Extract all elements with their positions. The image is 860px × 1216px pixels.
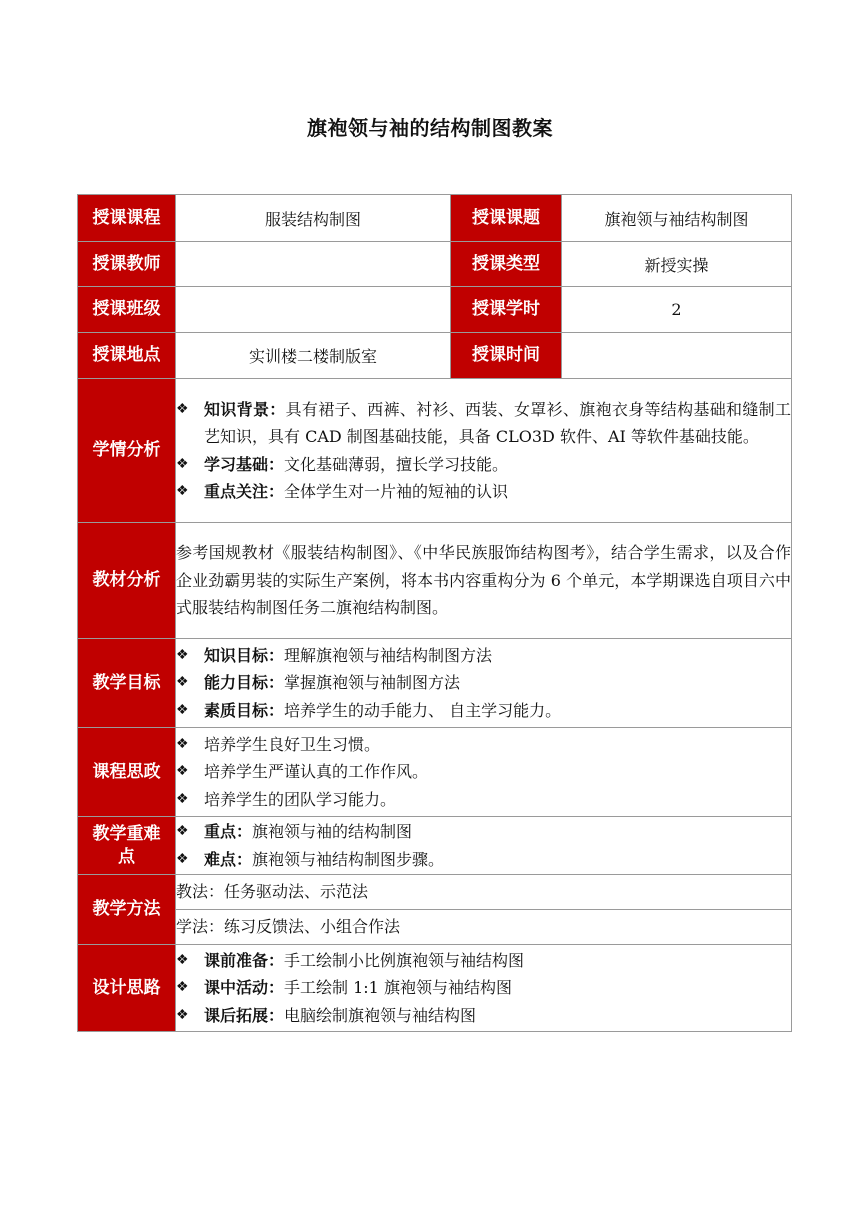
lesson-plan-table xyxy=(77,194,792,1032)
item-key: 学习基础： xyxy=(204,454,285,474)
diamond-bullet-icon: ❖ xyxy=(176,483,189,499)
item-text: 全体学生对一片袖的短袖的认识 xyxy=(284,482,509,501)
type-label: 授课类型 xyxy=(451,242,562,287)
item-text: 掌握旗袍领与袖制图方法 xyxy=(284,673,461,693)
list-item xyxy=(176,974,791,1002)
teacher-label: 授课教师 xyxy=(78,242,176,287)
list-item xyxy=(176,669,791,697)
diamond-bullet-icon: ❖ xyxy=(176,674,189,691)
list-item xyxy=(176,451,791,479)
list-item xyxy=(176,1002,791,1030)
item-key: 难点： xyxy=(204,849,253,869)
item-key: 素质目标： xyxy=(204,700,285,720)
class-label: 授课班级 xyxy=(78,287,176,333)
diamond-bullet-icon: ❖ xyxy=(176,951,189,968)
item-text: 培养学生的团队学习能力。 xyxy=(204,789,397,809)
design-ideas-content xyxy=(176,945,792,1032)
row-key-difficult-points xyxy=(78,817,792,875)
teaching-goals-content xyxy=(176,639,792,728)
item-text: 文化基础薄弱，擅长学习技能。 xyxy=(284,454,509,474)
item-text: 旗袍领与袖结构制图步骤。 xyxy=(252,849,445,869)
textbook-analysis-label: 教材分析 xyxy=(78,523,176,639)
type-value: 新授实操 xyxy=(562,242,792,287)
diamond-bullet-icon: ❖ xyxy=(176,790,189,807)
list-item xyxy=(176,818,791,846)
item-text: 培养学生的动手能力、 自主学习能力。 xyxy=(284,700,562,720)
row-textbook-analysis xyxy=(78,523,792,639)
item-key: 重点： xyxy=(204,822,253,841)
list-item xyxy=(176,786,791,814)
row-class xyxy=(78,287,792,333)
row-teaching-methods xyxy=(78,875,792,910)
item-key: 能力目标： xyxy=(204,673,285,693)
course-ideology-content xyxy=(176,728,792,817)
diamond-bullet-icon: ❖ xyxy=(176,979,189,996)
hours-label: 授课学时 xyxy=(451,287,562,333)
learner-analysis-label: 学情分析 xyxy=(78,379,176,523)
list-item xyxy=(176,697,791,725)
topic-value: 旗袍领与袖结构制图 xyxy=(562,195,792,242)
diamond-bullet-icon: ❖ xyxy=(176,701,189,718)
place-value: 实训楼二楼制版室 xyxy=(176,333,451,379)
item-text: 旗袍领与袖的结构制图 xyxy=(252,822,413,841)
list-item xyxy=(176,478,791,506)
item-key: 课前准备： xyxy=(204,950,285,970)
teaching-method: 教法：任务驱动法、示范法 xyxy=(176,875,792,910)
teaching-goals-label: 教学目标 xyxy=(78,639,176,728)
diamond-bullet-icon: ❖ xyxy=(176,823,189,839)
design-ideas-label: 设计思路 xyxy=(78,945,176,1032)
time-value xyxy=(562,333,792,379)
item-text: 培养学生严谨认真的工作作风。 xyxy=(204,762,429,782)
key-difficult-points-label xyxy=(78,817,176,875)
document-title: 旗袍领与袖的结构制图教案 xyxy=(307,116,553,140)
diamond-bullet-icon: ❖ xyxy=(176,850,189,867)
row-place xyxy=(78,333,792,379)
topic-label: 授课课题 xyxy=(451,195,562,242)
diamond-bullet-icon: ❖ xyxy=(176,400,189,417)
item-key: 知识背景： xyxy=(204,399,286,419)
hours-value: 2 xyxy=(562,287,792,333)
textbook-analysis-content xyxy=(176,523,792,639)
key-difficult-points-content xyxy=(176,817,792,875)
item-key: 重点关注： xyxy=(204,482,285,501)
teacher-value xyxy=(176,242,451,287)
row-learning-methods xyxy=(78,910,792,945)
list-item xyxy=(176,846,791,874)
diamond-bullet-icon: ❖ xyxy=(176,1006,189,1023)
diamond-bullet-icon: ❖ xyxy=(176,735,189,752)
list-item xyxy=(176,642,791,670)
course-label: 授课课程 xyxy=(78,195,176,242)
item-key: 知识目标： xyxy=(204,645,285,665)
label-line: 教学重难 xyxy=(92,824,161,845)
row-course-ideology xyxy=(78,728,792,817)
course-ideology-label: 课程思政 xyxy=(78,728,176,817)
list-item xyxy=(176,731,791,759)
row-learner-analysis xyxy=(78,379,792,523)
textbook-paragraph: 参考国规教材《服装结构制图》、《中华民族服饰结构图考》，结合学生需求，以及合作企业劲霸男装的实际生产案例，将本书内容重构分为 6 个单元，本学期课选自项目六中式服装结构制图任务二旗袍结构制图。 xyxy=(176,543,791,618)
list-item xyxy=(176,396,791,451)
item-text: 电脑绘制旗袍领与袖结构图 xyxy=(284,1005,477,1025)
diamond-bullet-icon: ❖ xyxy=(176,763,189,780)
learning-method: 学法：练习反馈法、小组合作法 xyxy=(176,910,792,945)
place-label: 授课地点 xyxy=(78,333,176,379)
list-item xyxy=(176,947,791,975)
list-item xyxy=(176,758,791,786)
class-value xyxy=(176,287,451,333)
item-text: 手工绘制 1:1 旗袍领与袖结构图 xyxy=(284,978,512,998)
label-line: 点 xyxy=(118,846,135,867)
row-design-ideas xyxy=(78,945,792,1032)
row-teaching-goals xyxy=(78,639,792,728)
course-value: 服装结构制图 xyxy=(176,195,451,242)
item-text: 具有裙子、西裤、衬衫、西装、女罩衫、旗袍衣身等结构基础和缝制工艺知识，具有 CAD 制图基础技能，具备 CLO3D 软件、AI 等软件基础技能。 xyxy=(204,399,791,446)
diamond-bullet-icon: ❖ xyxy=(176,646,189,663)
item-key: 课后拓展： xyxy=(204,1005,285,1025)
row-teacher xyxy=(78,242,792,287)
row-course xyxy=(78,195,792,242)
time-label: 授课时间 xyxy=(451,333,562,379)
item-text: 手工绘制小比例旗袍领与袖结构图 xyxy=(284,950,525,970)
learner-analysis-content xyxy=(176,379,792,523)
diamond-bullet-icon: ❖ xyxy=(176,455,189,472)
teaching-methods-label: 教学方法 xyxy=(78,875,176,945)
item-key: 课中活动： xyxy=(204,978,285,998)
item-text: 理解旗袍领与袖结构制图方法 xyxy=(284,645,493,665)
item-text: 培养学生良好卫生习惯。 xyxy=(204,734,381,754)
